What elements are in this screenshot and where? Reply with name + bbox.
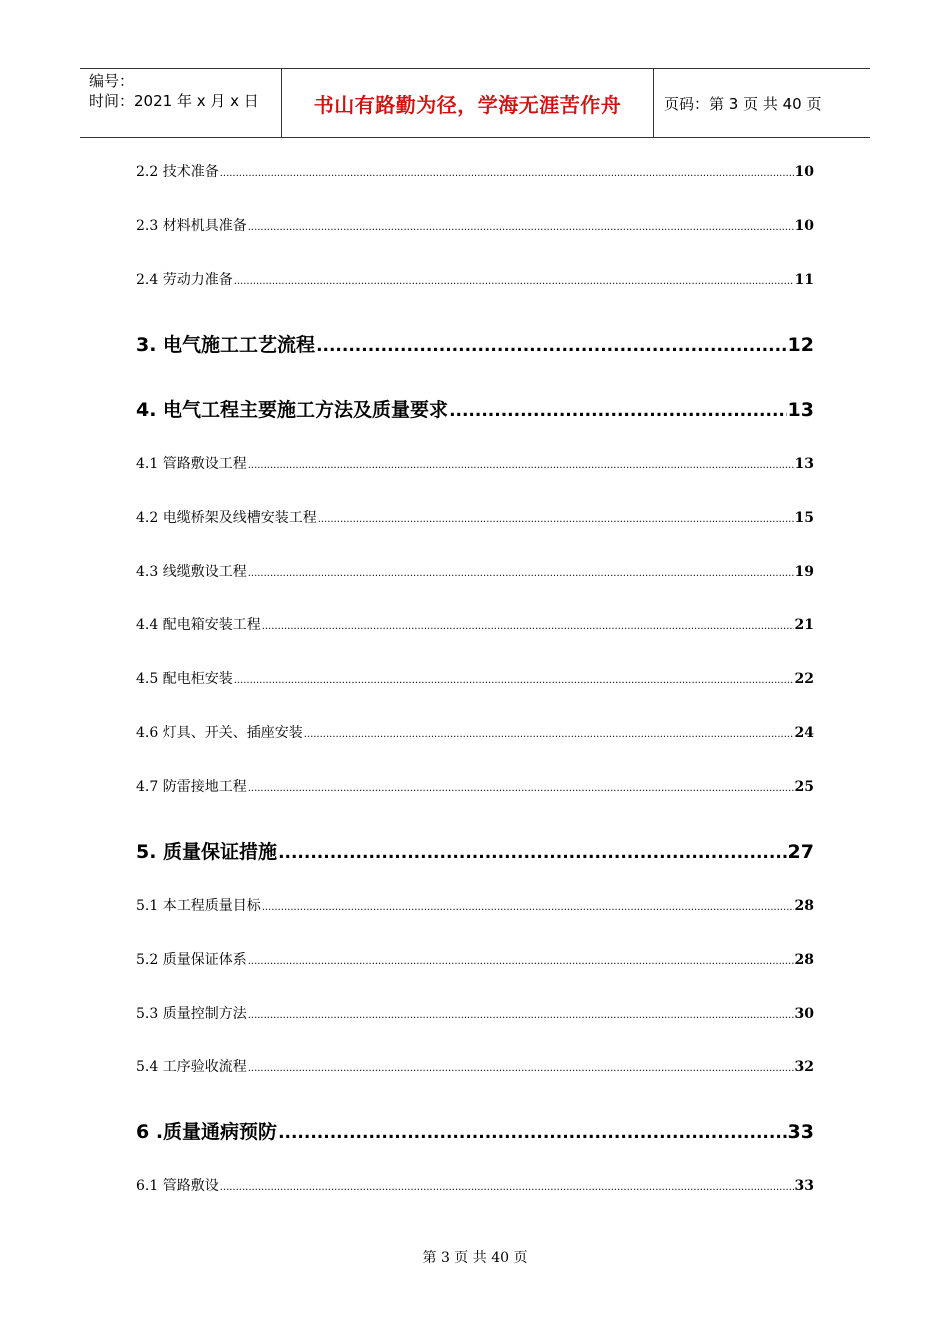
toc-entry[interactable] (136, 1003, 814, 1023)
toc-leader (278, 843, 786, 863)
toc-chapter-page: 27 (787, 841, 814, 863)
toc-entry[interactable] (136, 668, 814, 688)
toc-entry-page: 24 (794, 725, 814, 741)
toc-leader (248, 222, 794, 233)
toc-chapter[interactable] (136, 837, 814, 864)
toc-entry-title: 5.1 本工程质量目标 (136, 898, 261, 914)
toc-leader (304, 729, 794, 740)
toc-entry-page: 13 (794, 456, 814, 472)
toc-entry-title: 4.1 管路敷设工程 (136, 456, 247, 472)
header-meta-cell (80, 69, 282, 137)
toc-entry-title: 4.2 电缆桥架及线槽安装工程 (136, 510, 317, 526)
toc-leader (318, 514, 794, 525)
header-page-info: 页码：第 3 页 共 40 页 (664, 94, 822, 113)
toc-chapter-page: 13 (787, 399, 814, 421)
toc-entry[interactable] (136, 949, 814, 969)
toc-entry[interactable] (136, 722, 814, 742)
toc-leader (248, 1063, 794, 1074)
toc-entry[interactable] (136, 776, 814, 796)
toc-entry[interactable] (136, 895, 814, 915)
toc-chapter-page: 12 (787, 334, 814, 356)
page-header (80, 68, 870, 138)
toc-leader (278, 1123, 786, 1143)
toc-entry-title: 4.6 灯具、开关、插座安装 (136, 725, 303, 741)
toc-entry[interactable] (136, 161, 814, 181)
toc-entry-page: 21 (794, 617, 814, 633)
toc-entry-title: 6.1 管路敷设 (136, 1178, 219, 1194)
toc-entry-title: 4.5 配电柜安装 (136, 671, 233, 687)
toc-leader (234, 675, 794, 686)
toc-entry[interactable] (136, 453, 814, 473)
toc-entry-page: 32 (794, 1059, 814, 1075)
toc-entry-title: 5.4 工序验收流程 (136, 1059, 247, 1075)
toc-entry-page: 30 (794, 1006, 814, 1022)
toc-entry[interactable] (136, 215, 814, 235)
toc-entry[interactable] (136, 269, 814, 289)
toc-leader (316, 336, 786, 356)
toc-entry-page: 15 (794, 510, 814, 526)
toc-leader (220, 1182, 794, 1193)
toc-chapter-title: 4. 电气工程主要施工方法及质量要求 (136, 399, 449, 421)
header-page-cell (654, 69, 870, 137)
toc-chapter-title: 6 .质量通病预防 (136, 1121, 278, 1143)
page-footer: 第 3 页 共 40 页 (422, 1250, 528, 1266)
toc-entry-page: 25 (794, 779, 814, 795)
toc-leader (248, 783, 794, 794)
toc-entry-page: 28 (794, 898, 814, 914)
toc-leader (248, 568, 794, 579)
header-motto: 书山有路勤为径，学海无涯苦作舟 (313, 92, 622, 117)
toc-entry-title: 4.3 线缆敷设工程 (136, 564, 247, 580)
toc-entry-title: 4.4 配电箱安装工程 (136, 617, 261, 633)
toc-leader (262, 621, 794, 632)
toc-entry-title: 5.2 质量保证体系 (136, 952, 247, 968)
toc-chapter-title: 3. 电气施工工艺流程 (136, 334, 316, 356)
toc-leader (248, 1010, 794, 1021)
toc-entry-page: 19 (794, 564, 814, 580)
toc-entry-title: 2.4 劳动力准备 (136, 272, 233, 288)
toc-leader (220, 168, 794, 179)
toc-entry-title: 2.3 材料机具准备 (136, 218, 247, 234)
toc-entry[interactable] (136, 561, 814, 581)
toc-entry-title: 5.3 质量控制方法 (136, 1006, 247, 1022)
document-number-label: 编号： (89, 72, 135, 90)
toc-leader (248, 460, 794, 471)
toc-chapter-title: 5. 质量保证措施 (136, 841, 278, 863)
toc-entry-title: 4.7 防雷接地工程 (136, 779, 247, 795)
toc-entry[interactable] (136, 507, 814, 527)
toc-entry[interactable] (136, 1056, 814, 1076)
toc-leader (449, 401, 786, 421)
toc-leader (262, 902, 794, 913)
toc-entry-page: 10 (794, 164, 814, 180)
toc-entry-page: 28 (794, 952, 814, 968)
toc-entry-page: 11 (794, 272, 814, 288)
toc-chapter[interactable] (136, 395, 814, 422)
toc-leader (234, 276, 794, 287)
toc-entry-page: 10 (794, 218, 814, 234)
header-motto-cell (282, 69, 654, 137)
toc-chapter[interactable] (136, 1117, 814, 1144)
toc-entry-page: 22 (794, 671, 814, 687)
toc-entry[interactable] (136, 1175, 814, 1195)
toc-entry-title: 2.2 技术准备 (136, 164, 219, 180)
toc-chapter-page: 33 (787, 1121, 814, 1143)
toc-entry[interactable] (136, 614, 814, 634)
document-date: 时间：2021 年 x 月 x 日 (89, 92, 259, 110)
toc-leader (248, 956, 794, 967)
toc-chapter[interactable] (136, 330, 814, 357)
toc-entry-page: 33 (794, 1178, 814, 1194)
